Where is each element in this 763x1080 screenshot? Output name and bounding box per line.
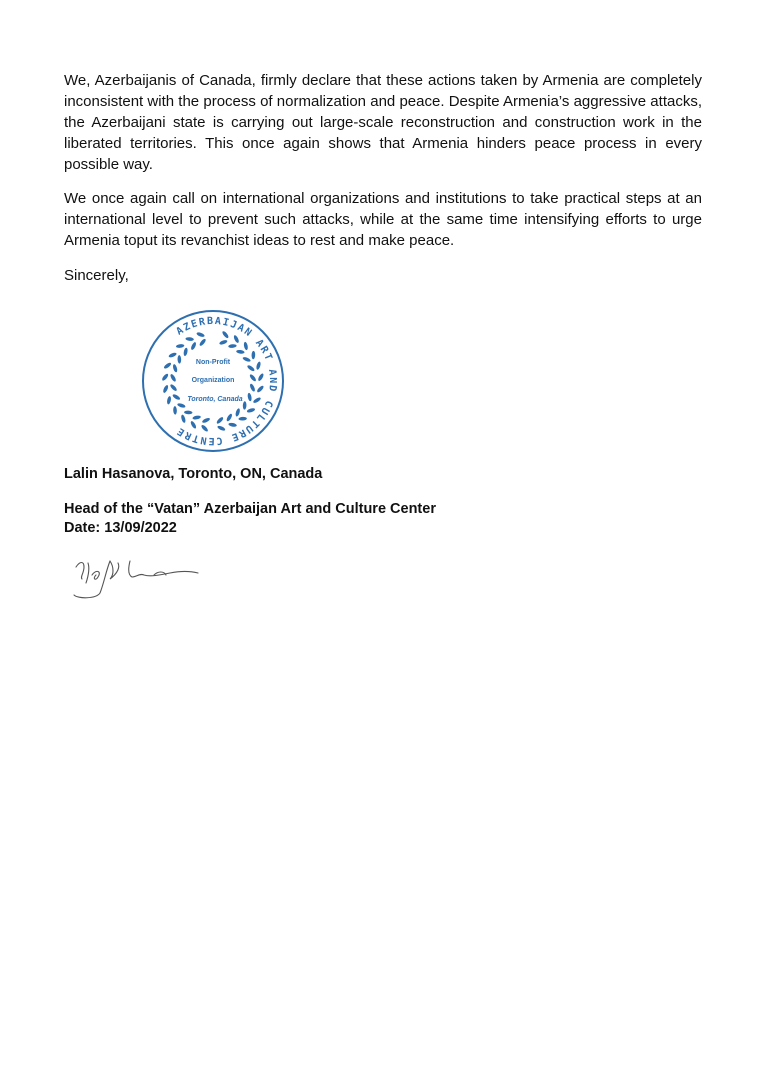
seal-line-2: Organization: [191, 377, 235, 384]
laurel-leaf: [216, 416, 224, 424]
laurel-leaf: [242, 356, 251, 363]
laurel-leaf: [173, 406, 177, 415]
laurel-leaf: [169, 373, 176, 382]
laurel-leaf: [183, 347, 188, 356]
laurel-leaf: [176, 344, 185, 349]
laurel-leaf: [180, 414, 186, 423]
laurel-leaf: [238, 417, 247, 421]
laurel-leaf: [249, 383, 256, 392]
handwritten-signature: [70, 555, 202, 603]
paragraph-1: We, Azerbaijanis of Canada, firmly declare that these actions taken by Armenia are completely inconsistent with the process of normalization and peace. Despite Armenia’s aggressive attacks, the Azerbaijani state is carrying out large-scale reconstruction and construction work in the liberated territories. This once again shows that Armenia hinders peace process in every possible way.: [64, 72, 702, 173]
seal-ring-text: AZERBAIJAN ART AND CULTURE CENTRE: [174, 315, 278, 447]
laurel-leaf: [172, 364, 178, 373]
laurel-leaf: [201, 417, 210, 424]
laurel-leaf: [251, 351, 255, 360]
signatory-title: Head of the “Vatan” Azerbaijan Art and Culture Center: [64, 501, 436, 517]
laurel-leaf: [246, 407, 255, 413]
laurel-leaf: [219, 339, 228, 345]
signatory-name: Lalin Hasanova, Toronto, ON, Canada: [64, 466, 323, 482]
paragraph-2: We once again call on international organizations and institutions to take practical steps at an international level to prevent such attacks, while at the same time intensifying efforts to urge Armenia toput its revanchist ideas to rest and make peace.: [64, 190, 702, 249]
laurel-leaf: [166, 396, 171, 405]
laurel-leaf: [196, 332, 205, 338]
organization-seal: [140, 308, 286, 454]
laurel-leaf: [252, 397, 261, 404]
laurel-leaf: [177, 403, 186, 409]
seal-line-3: Toronto, Canada: [187, 396, 243, 403]
laurel-leaf: [185, 337, 194, 341]
laurel-leaf: [190, 420, 197, 429]
laurel-leaf: [217, 425, 226, 432]
laurel-leaf: [228, 422, 237, 427]
laurel-leaf: [169, 383, 177, 392]
laurel-leaf: [236, 349, 245, 354]
laurel-leaf: [226, 413, 233, 422]
laurel-leaf: [162, 384, 169, 393]
laurel-leaf: [221, 330, 229, 339]
laurel-leaf: [233, 334, 240, 343]
laurel-leaf: [192, 415, 201, 420]
laurel-leaf: [168, 352, 177, 359]
laurel-leaf: [228, 344, 237, 348]
laurel-leaf: [257, 373, 264, 382]
laurel-leaf: [243, 401, 247, 410]
laurel-leaf: [161, 373, 169, 382]
laurel-leaf: [172, 393, 181, 400]
laurel-leaf: [256, 361, 262, 370]
laurel-leaf: [249, 373, 257, 382]
laurel-leaf: [163, 362, 172, 370]
seal-line-1: Non-Profit: [195, 359, 231, 366]
laurel-leaf: [184, 410, 193, 414]
closing-line: Sincerely,: [64, 267, 129, 284]
laurel-leaf: [256, 385, 264, 394]
laurel-leaf: [190, 341, 197, 350]
laurel-leaf: [247, 393, 252, 402]
letter-date: Date: 13/09/2022: [64, 520, 177, 536]
laurel-leaf: [235, 408, 241, 417]
laurel-leaf: [177, 355, 181, 364]
laurel-leaf: [200, 424, 208, 432]
laurel-leaf: [246, 364, 255, 372]
laurel-leaf: [199, 338, 207, 347]
laurel-leaf: [243, 342, 248, 351]
